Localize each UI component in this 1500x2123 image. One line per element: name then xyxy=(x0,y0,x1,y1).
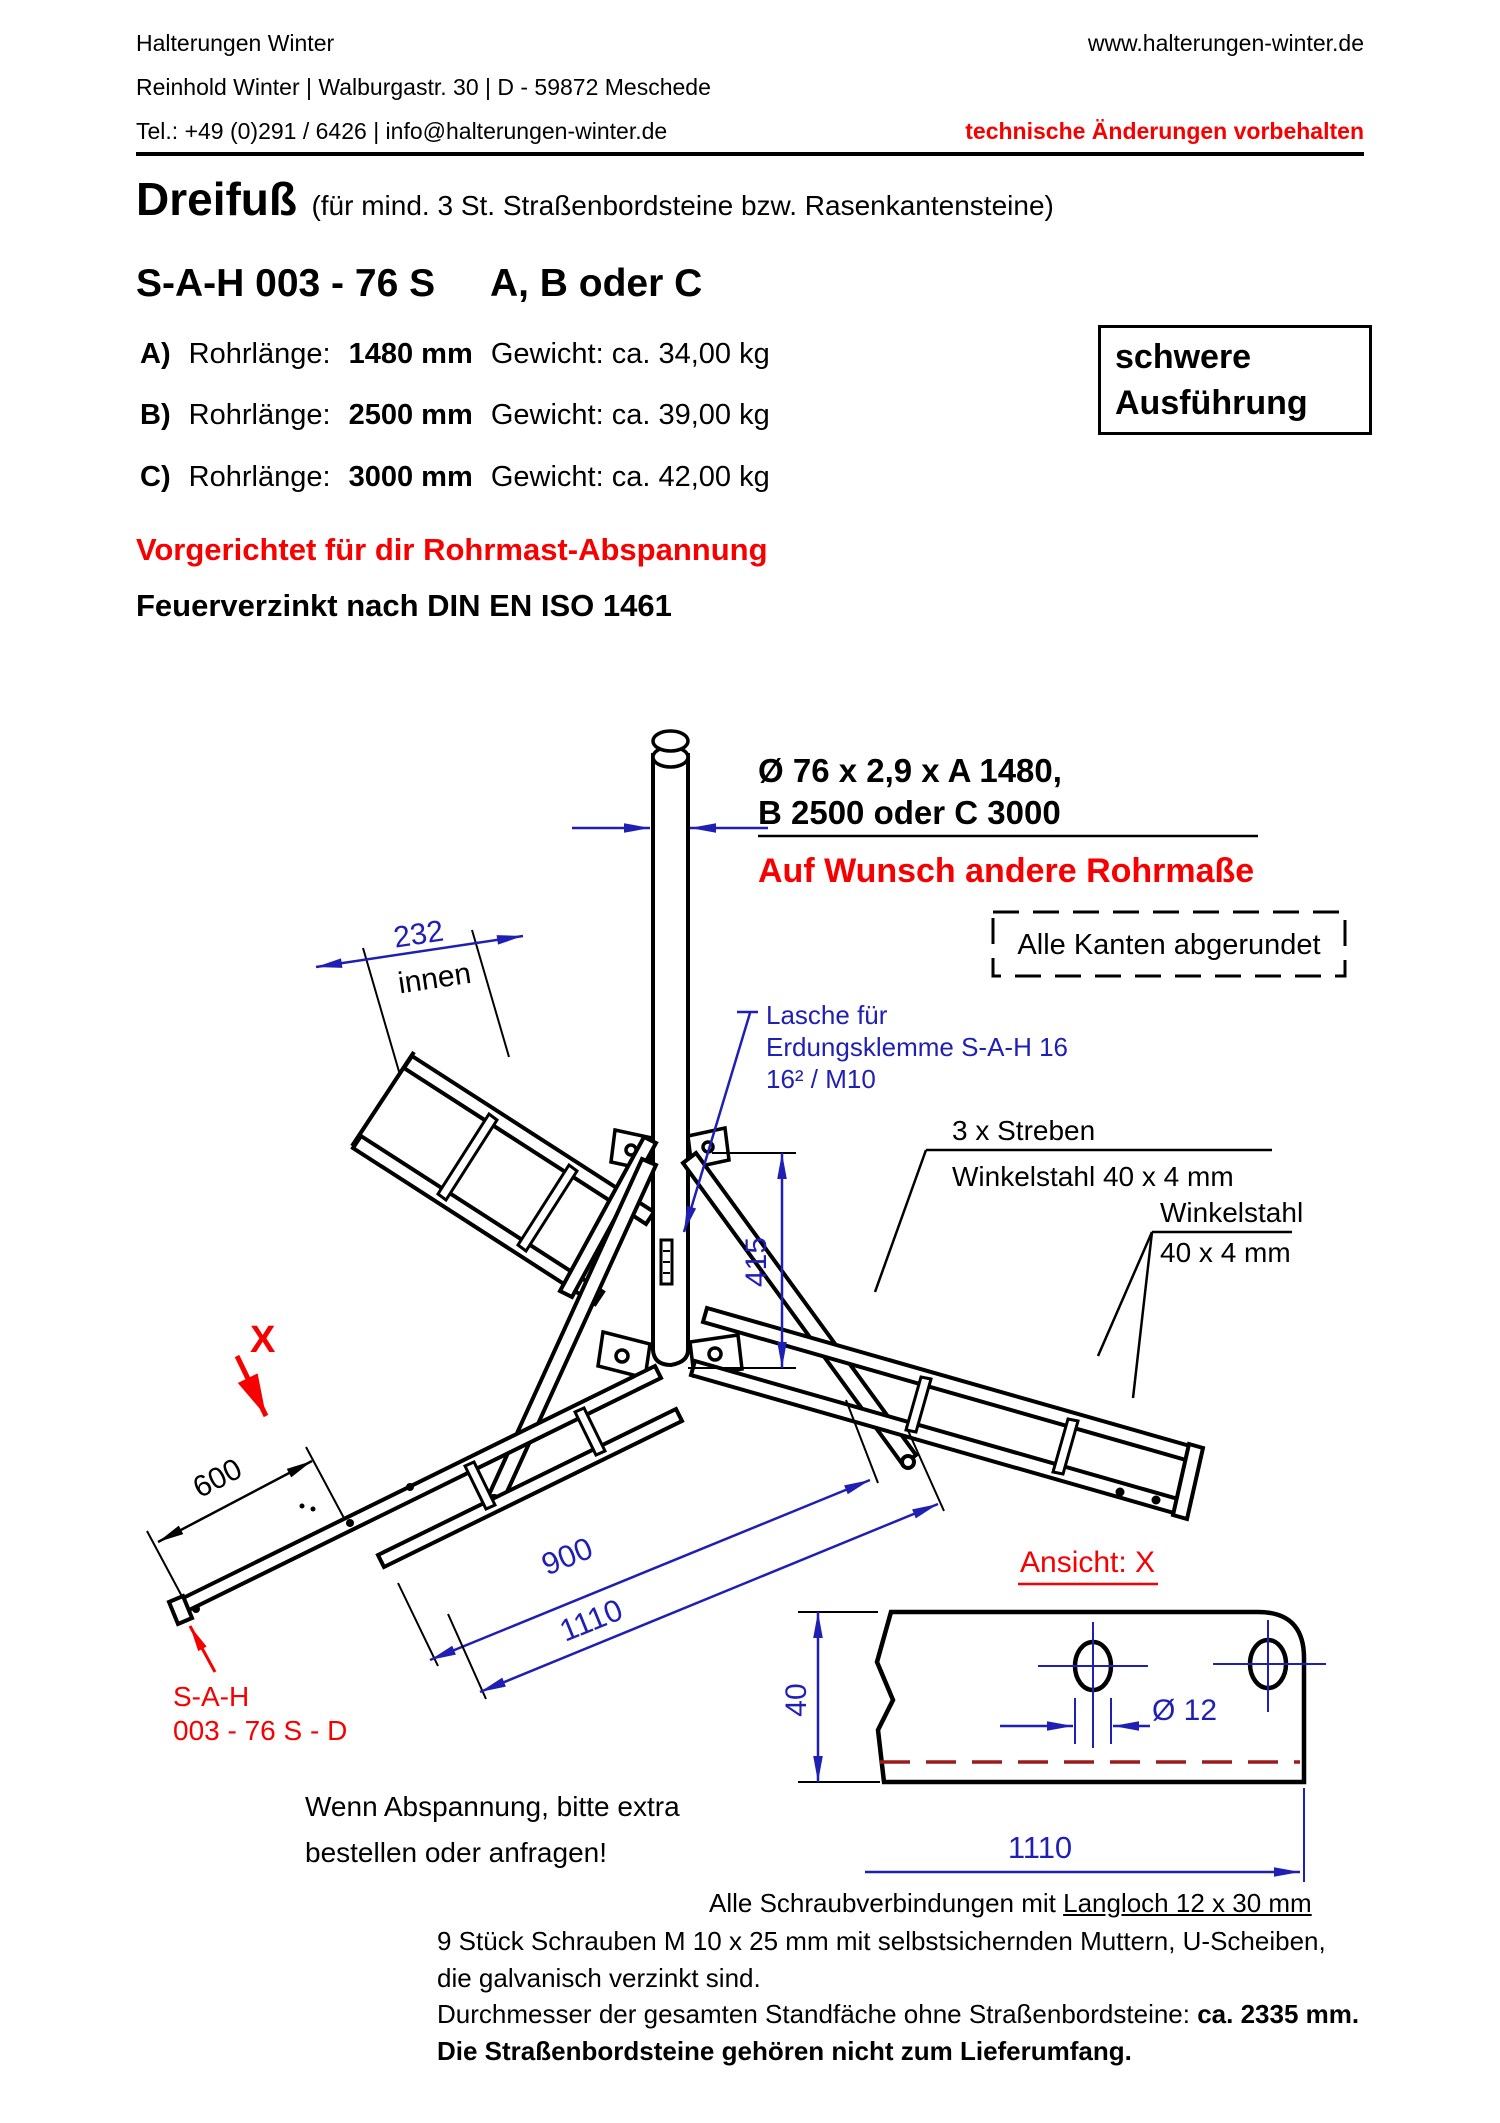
weight-value: Gewicht: ca. 34,00 kg xyxy=(490,338,770,370)
detail-1110-label: 1110 xyxy=(1007,1830,1073,1865)
product-name: Dreifuß xyxy=(136,173,297,225)
abspannung-note-line1: Wenn Abspannung, bitte extra xyxy=(305,1791,680,1822)
detail-bar xyxy=(877,1612,1304,1782)
model-number: S-A-H 003 - 76 S xyxy=(136,262,436,305)
footer-line4-bold: ca. 2335 mm. xyxy=(1197,1999,1360,2029)
variant-row-a xyxy=(140,338,770,371)
winkelstahl-line2: 40 x 4 mm xyxy=(1160,1237,1291,1268)
heavy-duty-badge xyxy=(1098,325,1372,435)
company-contact: Tel.: +49 (0)291 / 6426 | info@halterungen-winter.de xyxy=(136,118,668,144)
part-label xyxy=(173,1626,347,1746)
length-value: 1480 mm xyxy=(348,338,473,370)
model-variants: A, B oder C xyxy=(489,262,703,305)
detail-view xyxy=(780,1546,1326,1882)
view-x-arrow xyxy=(237,1319,276,1416)
footer-line1 xyxy=(709,1888,1312,1919)
product-subtitle: (für mind. 3 St. Straßenbordsteine bzw. Rasenkantensteine) xyxy=(311,190,1054,221)
footer-line4-prefix: Durchmesser der gesamten Standfäche ohne Straßenbordsteine: xyxy=(437,1999,1198,2029)
variant-row-c xyxy=(140,461,770,494)
part-label-line1: S-A-H xyxy=(173,1681,250,1712)
model-line xyxy=(136,262,702,306)
length-value: 2500 mm xyxy=(348,399,473,431)
dim-900-label: 900 xyxy=(536,1530,598,1583)
pipe-spec-line2: B 2500 oder C 3000 xyxy=(758,794,1061,831)
dim-232 xyxy=(316,915,523,1075)
streben-label: 3 x Streben xyxy=(952,1115,1096,1146)
lasche-line2: Erdungsklemme S-A-H 16 xyxy=(766,1032,1068,1062)
footer-line1-underlined: Langloch 12 x 30 mm xyxy=(1063,1888,1312,1918)
pipe-spec-line1: Ø 76 x 2,9 x A 1480, xyxy=(758,752,1062,789)
detail-title: Ansicht: X xyxy=(1020,1546,1156,1579)
company-address: Reinhold Winter | Walburgastr. 30 | D - 59872 Meschede xyxy=(136,74,711,100)
technical-drawing xyxy=(0,620,1500,1890)
footer-line1-prefix: Alle Schraubverbindungen mit xyxy=(709,1888,1064,1918)
streben-sub-label: Winkelstahl 40 x 4 mm xyxy=(952,1161,1234,1192)
kanten-label: Alle Kanten abgerundet xyxy=(1017,929,1321,961)
footer-line4 xyxy=(437,1999,1359,2030)
detail-hole-dim-label: Ø 12 xyxy=(1152,1694,1218,1727)
variant-prefix: C) xyxy=(140,461,171,493)
detail-40-label: 40 xyxy=(780,1683,813,1717)
length-label: Rohrlänge: xyxy=(188,461,331,493)
badge-line1: schwere xyxy=(1115,338,1252,376)
leg-right xyxy=(691,1308,1203,1519)
strut-front xyxy=(487,1159,656,1508)
variant-prefix: B) xyxy=(140,399,171,431)
pipe-custom-note: Auf Wunsch andere Rohrmaße xyxy=(758,852,1255,890)
abspannung-note-line2: bestellen oder anfragen! xyxy=(305,1837,607,1868)
dim-415-label: 415 xyxy=(740,1236,773,1288)
view-x-label: X xyxy=(250,1319,276,1361)
footer-line3: die galvanisch verzinkt sind. xyxy=(437,1963,761,1993)
winkelstahl-line1: Winkelstahl xyxy=(1160,1197,1304,1228)
part-label-line2: 003 - 76 S - D xyxy=(173,1715,348,1746)
length-label: Rohrlänge: xyxy=(188,399,331,431)
earthing-lug xyxy=(661,1240,672,1284)
lasche-line3: 16² / M10 xyxy=(766,1064,876,1094)
variant-prefix: A) xyxy=(140,338,171,370)
dim-232-label: 232 xyxy=(391,914,446,955)
company-website[interactable]: www.halterungen-winter.de xyxy=(1087,30,1364,56)
badge-line2: Ausführung xyxy=(1115,384,1308,422)
dim-1110-label: 1110 xyxy=(554,1591,628,1649)
page-title xyxy=(136,172,1054,226)
weight-value: Gewicht: ca. 42,00 kg xyxy=(490,461,770,493)
dim-600-label: 600 xyxy=(187,1452,248,1505)
company-name: Halterungen Winter xyxy=(136,30,335,56)
kanten-box xyxy=(993,912,1345,976)
winkelstahl-annotation xyxy=(1098,1197,1303,1398)
note-abspannung: Vorgerichtet für dir Rohrmast-Abspannung xyxy=(136,532,768,567)
length-label: Rohrlänge: xyxy=(188,338,331,370)
weight-value: Gewicht: ca. 39,00 kg xyxy=(490,399,770,431)
note-verzinkt: Feuerverzinkt nach DIN EN ISO 1461 xyxy=(136,588,672,623)
variant-row-b xyxy=(140,399,770,432)
dim-innen-label: innen xyxy=(395,956,474,1001)
lasche-line1: Lasche für xyxy=(766,1000,888,1030)
footer-line2: 9 Stück Schrauben M 10 x 25 mm mit selbstsichernden Muttern, U-Scheiben, xyxy=(437,1926,1326,1956)
header-divider xyxy=(136,152,1364,156)
length-value: 3000 mm xyxy=(348,461,473,493)
footer-line5: Die Straßenbordsteine gehören nicht zum Lieferumfang. xyxy=(437,2036,1132,2066)
mast-cap-top xyxy=(653,731,688,751)
disclaimer-text: technische Änderungen vorbehalten xyxy=(965,118,1364,144)
dim-1110 xyxy=(448,1426,944,1699)
